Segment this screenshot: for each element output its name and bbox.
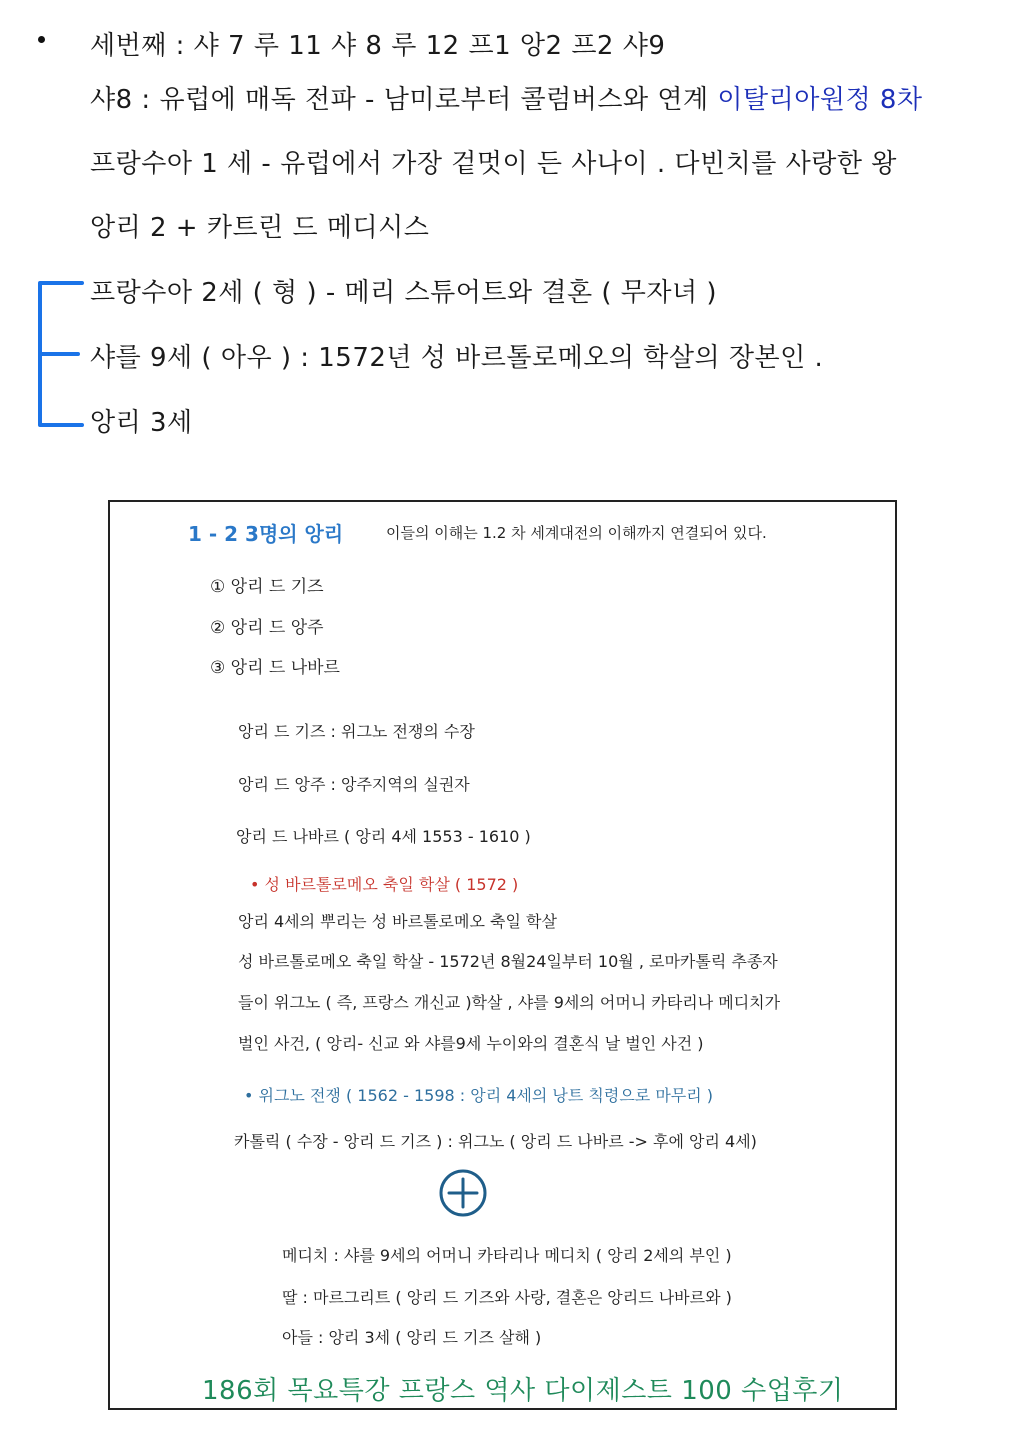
- lecture-slide: [108, 500, 897, 1410]
- heading-bartholomew: • 성 바르톨로메오 축일 학살 ( 1572 ): [250, 875, 519, 894]
- notes-line-3: 프랑수아 1 세 - 유럽에서 가장 겉멋이 든 사나이 . 다빈치를 사랑한 왕: [90, 149, 897, 179]
- desc-anjou: 앙리 드 앙주 : 앙주지역의 실권자: [238, 775, 470, 794]
- paragraph-line: 벌인 사건, ( 앙리- 신교 와 샤를9세 누이와의 결혼식 날 벌인 사건 ): [238, 1034, 704, 1053]
- desc-navarre: 앙리 드 나바르 ( 앙리 4세 1553 - 1610 ): [236, 827, 531, 846]
- desc-guise: 앙리 드 기즈 : 위그노 전쟁의 수장: [238, 722, 475, 741]
- notes-line-5: 프랑수아 2세 ( 형 ) - 메리 스튜어트와 결혼 ( 무자녀 ): [90, 278, 717, 308]
- slide-subtitle: 이들의 이해는 1.2 차 세계대전의 이해까지 연결되어 있다.: [386, 524, 767, 542]
- paragraph-line: 카톨릭 ( 수장 - 앙리 드 기즈 ) : 위그노 ( 앙리 드 나바르 -> 후에 앙리 4세): [234, 1132, 757, 1151]
- notes-line-4: 앙리 2 + 카트린 드 메디시스: [90, 213, 430, 243]
- notes-line-2-highlight: 이탈리아원정 8차: [717, 85, 923, 115]
- family-line: 딸 : 마르그리트 ( 앙리 드 기즈와 사랑, 결혼은 앙리드 나바르와 ): [282, 1288, 732, 1307]
- slide-title: 1 - 2 3명의 앙리: [188, 522, 344, 546]
- paragraph-line: 성 바르톨로메오 축일 학살 - 1572년 8월24일부터 10월 , 로마카톨릭 추종자: [238, 952, 778, 971]
- family-line: 아들 : 앙리 3세 ( 앙리 드 기즈 살해 ): [282, 1328, 542, 1347]
- paragraph-line: 앙리 4세의 뿌리는 성 바르톨로메오 축일 학살: [238, 912, 557, 931]
- sibling-bracket: [34, 280, 86, 430]
- notes-line-7: 앙리 3세: [90, 408, 193, 438]
- henri-list-item: ② 앙리 드 앙주: [210, 618, 324, 638]
- bullet-point: [38, 36, 45, 43]
- heading-huguenot-wars: • 위그노 전쟁 ( 1562 - 1598 : 앙리 4세의 낭트 칙령으로 마무리 ): [244, 1086, 714, 1105]
- notes-line-2-main: 샤8 : 유럽에 매독 전파 - 남미로부터 콜럼버스와 연계: [90, 85, 718, 115]
- family-line: 메디치 : 샤를 9세의 어머니 카타리나 메디치 ( 앙리 2세의 부인 ): [282, 1246, 732, 1265]
- henri-list-item: ③ 앙리 드 나바르: [210, 658, 340, 678]
- plus-circle-icon: [438, 1168, 488, 1218]
- notes-line-1: 세번째 : 샤 7 루 11 샤 8 루 12 프1 앙2 프2 샤9: [90, 31, 666, 61]
- notes-line-6: 샤를 9세 ( 아우 ) : 1572년 성 바르톨로메오의 학살의 장본인 .: [90, 343, 824, 373]
- paragraph-line: 들이 위그노 ( 즉, 프랑스 개신교 )학살 , 샤를 9세의 어머니 카타리나 메디치가: [238, 993, 781, 1012]
- slide-footer: 186회 목요특강 프랑스 역사 다이제스트 100 수업후기: [202, 1376, 844, 1406]
- notes-line-2: [90, 79, 923, 116]
- henri-list-item: ① 앙리 드 기즈: [210, 577, 324, 597]
